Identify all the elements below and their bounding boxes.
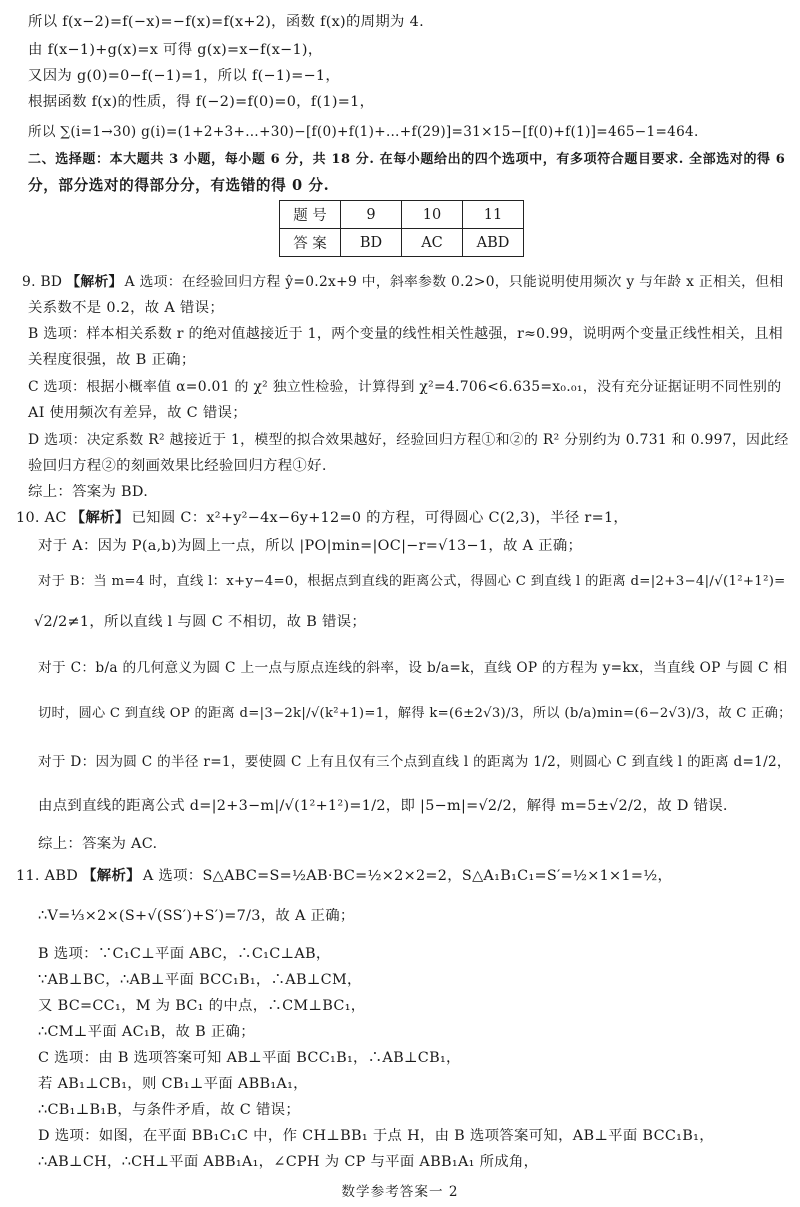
analysis-tag: 【解析】 xyxy=(66,274,123,290)
table-header-cell: 答 案 xyxy=(280,229,341,257)
solution-line: D 选项：决定系数 R² 越接近于 1，模型的拟合效果越好，经验回归方程①和②的 R² 分别约为 0.731 和 0.997，因此经 xyxy=(28,432,789,448)
answer-table xyxy=(279,200,524,257)
question-number: 10. AC xyxy=(16,510,67,526)
solution-line: 若 AB₁⊥CB₁，则 CB₁⊥平面 ABB₁A₁， xyxy=(38,1076,308,1092)
page-footer: 数学参考答案一 2 xyxy=(341,1184,459,1200)
solution-line: ∴AB⊥CH，∴CH⊥平面 ABB₁A₁，∠CPH 为 CP 与平面 ABB₁A₁ 所成角， xyxy=(38,1154,539,1170)
analysis-tag: 【解析】 xyxy=(82,867,141,884)
solution-line: 对于 C：b/a 的几何意义为圆 C 上一点与原点连线的斜率，设 b/a=k，直线 OP 的方程为 y=kx，当直线 OP 与圆 C 相 xyxy=(38,660,788,676)
table-cell: ABD xyxy=(463,229,524,257)
solution-line: ∵AB⊥BC，∴AB⊥平面 BCC₁B₁，∴AB⊥CM， xyxy=(38,972,362,988)
solution-line: 又 BC=CC₁，M 为 BC₁ 的中点，∴CM⊥BC₁， xyxy=(38,998,366,1014)
table-cell: AC xyxy=(402,229,463,257)
table-header-cell: 题 号 xyxy=(280,201,341,229)
analysis-tag: 【解析】 xyxy=(70,509,130,526)
solution-line: 又因为 g(0)=0−f(−1)=1，所以 f(−1)=−1， xyxy=(28,68,341,84)
solution-text: A 选项：S△ABC=S=½AB·BC=½×2×2=2，S△A₁B₁C₁=S′=½×1×1=½， xyxy=(142,868,673,884)
solution-line: ∴CB₁⊥B₁B，与条件矛盾，故 C 错误； xyxy=(38,1102,301,1118)
table-row xyxy=(280,229,524,257)
table-cell: 9 xyxy=(341,201,402,229)
solution-text: A 选项：在经验回归方程 ŷ=0.2x+9 中，斜率参数 0.2>0，只能说明使用频次 y 与年龄 x 正相关，但相 xyxy=(124,274,784,290)
solution-line: C 选项：由 B 选项答案可知 AB⊥平面 BCC₁B₁，∴AB⊥CB₁， xyxy=(38,1050,461,1066)
solution-line: B 选项：样本相关系数 r 的绝对值越接近于 1，两个变量的线性相关性越强，r≈0.99，说明两个变量正线性相关，且相 xyxy=(28,326,783,342)
table-cell: BD xyxy=(341,229,402,257)
solution-line: 对于 D：因为圆 C 的半径 r=1，要使圆 C 上有且仅有三个点到直线 l 的距离为 1/2，则圆心 C 到直线 l 的距离 d=1/2， xyxy=(38,754,791,770)
section-heading: 二、选择题：本大题共 3 小题，每小题 6 分，共 18 分. 在每小题给出的四个选项中，有多项符合题目要求. 全部选对的得 6 xyxy=(28,152,786,167)
solution-line: C 选项：根据小概率值 α=0.01 的 χ² 独立性检验，计算得到 χ²=4.706<6.635=x₀.₀₁，没有充分证据证明不同性别的 xyxy=(28,379,782,395)
solution-line: 综上：答案为 AC. xyxy=(38,836,158,852)
solution-line: 根据函数 f(x)的性质，得 f(−2)=f(0)=0，f(1)=1， xyxy=(28,94,375,110)
table-row xyxy=(280,201,524,229)
solution-text: 已知圆 C：x²+y²−4x−6y+12=0 的方程，可得圆心 C(2,3)，半径 r=1， xyxy=(131,510,629,526)
question-number: 11. ABD xyxy=(16,868,79,884)
solution-line: B 选项：∵C₁C⊥平面 ABC，∴C₁C⊥AB， xyxy=(38,946,331,962)
q10-line xyxy=(16,508,786,528)
solution-line: ∴CM⊥平面 AC₁B，故 B 正确； xyxy=(38,1024,255,1040)
question-number: 9. BD xyxy=(22,274,63,290)
solution-line: 综上：答案为 BD. xyxy=(28,484,149,500)
solution-line: AI 使用频次有差异，故 C 错误； xyxy=(28,405,247,421)
section-heading-cont: 分，部分选对的得部分分，有选错的得 0 分. xyxy=(28,177,330,194)
table-cell: 11 xyxy=(463,201,524,229)
solution-line: √2/2≠1，所以直线 l 与圆 C 不相切，故 B 错误； xyxy=(34,614,367,630)
solution-line: 由 f(x−1)+g(x)=x 可得 g(x)=x−f(x−1)， xyxy=(28,42,323,58)
solution-line: 关程度很强，故 B 正确； xyxy=(28,352,196,368)
q9-line xyxy=(22,272,786,292)
sum-line: 所以 ∑(i=1→30) g(i)=(1+2+3+…+30)−[f(0)+f(1)+…+f(29)]=31×15−[f(0)+f(1)]=465−1=464. xyxy=(28,124,699,140)
q11-line xyxy=(16,866,786,886)
solution-line: 关系数不是 0.2，故 A 错误； xyxy=(28,300,225,316)
solution-line: 所以 f(x−2)=f(−x)=−f(x)=f(x+2)，函数 f(x)的周期为 4. xyxy=(28,14,424,30)
solution-line: 对于 B：当 m=4 时，直线 l：x+y−4=0，根据点到直线的距离公式，得圆心 C 到直线 l 的距离 d=|2+3−4|/√(1²+1²)= xyxy=(38,574,786,589)
solution-line: 切时，圆心 C 到直线 OP 的距离 d=|3−2k|/√(k²+1)=1，解得 k=(6±2√3)/3，所以 (b/a)min=(6−2√3)/3，故 C 正确； xyxy=(38,706,792,721)
solution-line: 验回归方程②的刻画效果比经验回归方程①好. xyxy=(28,458,327,474)
solution-line: 由点到直线的距离公式 d=|2+3−m|/√(1²+1²)=1/2，即 |5−m|=√2/2，解得 m=5±√2/2，故 D 错误. xyxy=(38,798,728,814)
table-cell: 10 xyxy=(402,201,463,229)
solution-line: 对于 A：因为 P(a,b)为圆上一点，所以 |PO|min=|OC|−r=√13−1，故 A 正确； xyxy=(38,538,583,554)
solution-line: ∴V=⅓×2×(S+√(SS′)+S′)=7/3，故 A 正确； xyxy=(38,908,355,924)
solution-line: D 选项：如图，在平面 BB₁C₁C 中，作 CH⊥BB₁ 于点 H，由 B 选项答案可知，AB⊥平面 BCC₁B₁， xyxy=(38,1128,714,1144)
